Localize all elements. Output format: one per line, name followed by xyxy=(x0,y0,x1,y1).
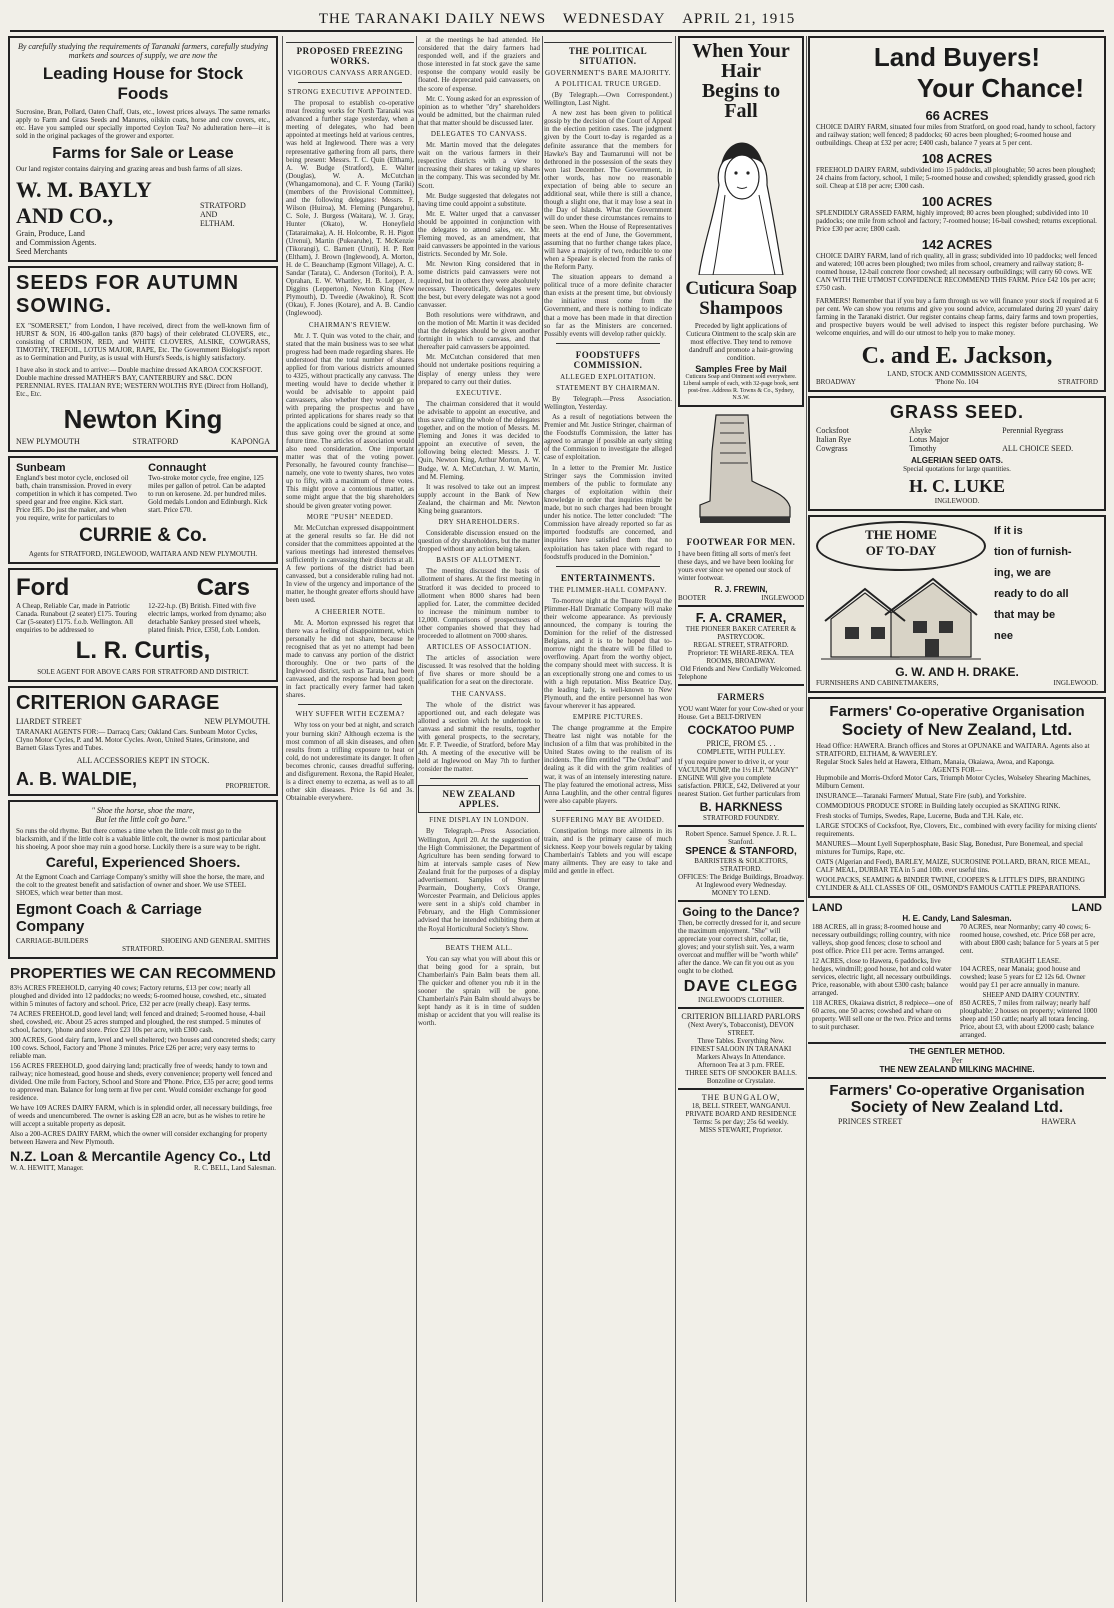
article-paragraph: Considerable discussion ensued on the question of dry shareholders, but the matter dropped without any action being taken. xyxy=(418,529,540,554)
bayly-line-1: Grain, Produce, Land xyxy=(16,229,85,238)
dance-headline: Going to the Dance? xyxy=(682,905,800,919)
curtis-agent: SOLE AGENT FOR ABOVE CARS FOR STRATFORD AND DISTRICT. xyxy=(37,668,249,676)
entertainments-sub: THE PLIMMER-HALL COMPANY. xyxy=(549,585,667,594)
bungalow-address: 18, BELL STREET, WANGANUI. xyxy=(691,1102,791,1110)
loan-manager: W. A. HEWITT, Manager. xyxy=(10,1164,84,1172)
seed-item: ALL CHOICE SEED. xyxy=(1002,444,1074,453)
woman-portrait-illustration xyxy=(691,125,791,275)
cramer-advert xyxy=(678,610,804,681)
nk-town-right: KAPONGA xyxy=(230,437,270,446)
frewin-role: BOOTER xyxy=(678,594,706,602)
article-subhead: DRY SHAREHOLDERS. xyxy=(438,518,520,527)
bayly-town-1: STRATFORD xyxy=(200,201,246,210)
column-5 xyxy=(678,36,804,1606)
seeds-body-1: EX "SOMERSET," from London, I have received, direct from the well-known firm of HURST & SON, 16 400-gallon tanks (870 bags) of their celebrated CLOVERS, etc., consisting of CRIMSON, RED, and WHITE CLOVERS, ALSIKE, COWGRASS, TIMOTHY, TREFOIL, LOTUS MAJOR, RAPE, Etc. The Government Biologist's report as to Germination and Purity, as is usual with Hurst's Seeds, is highly satisfactory. xyxy=(16,322,270,362)
article-paragraph: Mr. J. T. Quin was voted to the chair, and stated that the main business was to see what progress had been made regarding shares. He understood that the total number of shares applied for from various districts amounted to 4325, without practically any canvass. The meeting would have to decide whether it would be advisable to appoint paid canvassers, also whether they would go on with preparing the prospectus and have printed applications for shares ready so that the applications could be signed at once, and thus save going over the ground at some future time. The articles of association would also need consideration. One important matter was that of the voting power. Personally, he favoured county franchise—namely, one vote to twenty shares, two votes up to fifty, with a maximum of three votes. This might prove a contentious matter, as some might argue that the big shareholders should be given greater voting power. xyxy=(286,331,414,510)
property-item: Also a 200-ACRES DAIRY FARM, which the owner will consider exchanging for property between Hawera and New Plymouth. xyxy=(10,1130,268,1146)
cuticura-title-2: Shampoos xyxy=(699,298,783,319)
apples-sub: FINE DISPLAY IN LONDON. xyxy=(429,816,529,825)
property-item: 156 ACRES FREEHOLD, good dairying land; practically free of weeds; handy to town and railway; nice homestead, good house and sheds, every convenience; property well fenced and divided. One mile from Factory, School and Store and 'Phone. Price, £35 per acre; good terms to approved man. Balance for long term at five per cent. Would consider exchange for good residence. xyxy=(10,1062,274,1102)
article-paragraph: As a result of negotiations between the Premier and Mr. Justice Stringer, chairman of the Foodstuffs Commission, the latter has agreed to arrange if possible an early sitting of the Commission to investigate the alleged case of exploitation. xyxy=(544,413,672,462)
your-chance-headline: Your Chance! xyxy=(916,73,1084,103)
coop2-title-1: Farmers' Co-operative Organisation xyxy=(829,1082,1085,1099)
nk-town-left: NEW PLYMOUTH xyxy=(16,437,80,446)
listing-acres: 100 ACRES xyxy=(921,194,993,209)
billiard-markers: Markers Always In Attendance. xyxy=(696,1053,786,1061)
billiard-sub: (Next Avery's, Tobacconist), DEVON STREET. xyxy=(688,1021,794,1037)
seed-item: Timothy xyxy=(909,444,937,453)
farms-body: Our land register contains dairying and grazing areas and bush farms of all sizes. xyxy=(16,165,243,173)
foodstuffs-sub-2: STATEMENT BY CHAIRMAN. xyxy=(556,383,660,392)
waldie-firm: A. B. WALDIE, xyxy=(16,769,137,789)
beats-headline: BEATS THEM ALL. xyxy=(445,943,513,952)
coop-agents: AGENTS FOR— xyxy=(932,766,982,774)
bungalow-sub: PRIVATE BOARD AND RESIDENCE xyxy=(685,1110,797,1118)
empire-headline: EMPIRE PICTURES. xyxy=(572,713,644,721)
jackson-left: BROADWAY xyxy=(816,378,856,386)
article-paragraph: The change programme at the Empire Theatre last night was notable for the inclusion of a film that was prohibited in the United States owing to the realism of its incidents. The film entitled "The Ordeal" and dealing as it did with the grim realities of war, it was of an intensely interesting nature. The play featured the emotional actress, Miss Anna Laughlin, and the other central figures were also capable players. xyxy=(544,724,672,805)
home-side-line: that may be xyxy=(994,609,1056,621)
seeds-advert xyxy=(8,266,278,452)
property-item: 74 ACRES FREEHOLD, good level land; well fenced and drained; 5-roomed house, 4-bail shed, cowshed, etc. About 25 acres stumped and ploughed, the rest stumped. 5 minutes of school, factory, 'phone and store. Price £23 10s per acre, with £300 cash. xyxy=(10,1010,266,1034)
home-side-line: If it is xyxy=(994,525,1023,537)
property-item: We have 109 ACRES DAIRY FARM, which is in splendid order, all necessary buildings, free of weeds and unencumbered. The owner is asking £28 an acre, but as he wishes to retire he will accept a suitable property as deposit. xyxy=(10,1104,273,1128)
article-paragraph: The articles of association were discussed. It was resolved that the holding of five shares or more should be a qualification for a seat on the directorate. xyxy=(418,654,540,687)
article-paragraph: The chairman considered that it would be advisable to appoint an executive, and thus save calling the whole of the delegates together, and on the motion of Messrs. M. Fleming and Jones it was decided to appoint an executive of seven, the following being elected: Messrs. J. T. Quin, Newton King, Arthur Morton, A. W. Budge, W. A. McCutchan, J. W. Martin, and M. Fleming. xyxy=(418,399,540,481)
article-paragraph: Mr. E. Walter urged that a canvasser should be appointed in conjunction with the delegates to attend sales, etc. Mr. Fleming moved, as an amendment, that paid canvassers be appointed in the various districts. Seconded by Mr. Sole. xyxy=(418,209,540,259)
pump-advert xyxy=(678,692,804,822)
article-subhead: THE CANVASS. xyxy=(451,689,507,698)
farmers-headline: FARMERS xyxy=(717,692,765,702)
candy-item: 118 ACRES, Okaiawa district, 8 redpiece—one of 60 acres, one 50 acres; cowshed and whare on property. Will sell one or the two. Price and terms to suit purchaser. xyxy=(812,999,953,1031)
candy-item: 12 ACRES, close to Hawera, 6 paddocks, live hedges, windmill; good house, hot and cold water services, electric light, all necessary outbuildings. Price, reasonable, with about £300 cash; balance arranged. xyxy=(812,957,952,997)
cramer-name: F. A. CRAMER, xyxy=(695,610,787,625)
article-paragraph: Mr. Martin moved that the delegates wait on the various farmers in their respective districts with a view to increasing their shares or taking up shares in the company. This was seconded by Mr. Scott. xyxy=(418,141,540,190)
cramer-welcome: Old Friends and New Cordially Welcomed. xyxy=(680,665,802,673)
bayly-line-3: Seed Merchants xyxy=(16,247,68,256)
cuticura-advert xyxy=(678,36,804,407)
spence-offices: OFFICES: The Bridge Buildings, Broadway. At Inglewood every Wednesday. xyxy=(678,873,804,889)
listing-text: CHOICE DAIRY FARM, situated four miles from Stratford, on good road, handy to school, factory and railway station; well fenced; 8 paddocks; 60 acres been ploughed; 6-roomed house and outbuildings. Cheap at £32 per acre; £400 cash, balance 7 years at 5 per cent. xyxy=(816,123,1096,147)
shoers-body: At the Egmont Coach and Carriage Company's smithy will shoe the horse, the mare, and the colt to the greatest benefit and satisfaction of owner and shoer. We use STEEL SHOES, which wear better than most. xyxy=(16,873,265,897)
egmont-town: STRATFORD. xyxy=(122,945,164,953)
grass-seed-advert xyxy=(808,396,1106,511)
spence-advert xyxy=(678,830,804,897)
ford-advert xyxy=(8,568,278,682)
loan-salesman: R. C. BELL, Land Salesman. xyxy=(193,1164,276,1172)
home-title-2: OF TO-DAY xyxy=(865,543,937,558)
article-subhead: EXECUTIVE. xyxy=(455,388,503,397)
jackson-sub: LAND, STOCK AND COMMISSION AGENTS, xyxy=(887,370,1027,378)
ford-body-left: A Cheap, Reliable Car, made in Patriotic Canada. Runabout (2 seater) £175. Touring Car (5-seater) £175. f.o.b. Wellington. All enquiries to be addressed to xyxy=(16,602,137,634)
shoe-body: So runs the old rhyme. But there comes a time when the little colt must go to the blacksmith, and if the little colt is a valuable little colt, the owner is most particular about his shoeing. A poor shoe may ruin a good horse. Luckily there is a sure way to be right. xyxy=(16,827,266,851)
footwear-body: I have been fitting all sorts of men's feet these days, and we have been looking for yours ever since we opened our stock of winter footwear. xyxy=(678,550,794,582)
luke-town: INGLEWOOD. xyxy=(934,497,980,505)
billiard-tables: Three Tables. Everything New. xyxy=(697,1037,785,1045)
waldie-role: PROPRIETOR. xyxy=(225,782,270,790)
column-2 xyxy=(286,36,414,1606)
foodstuffs-sub-1: ALLEGED EXPLOITATION. xyxy=(560,372,656,381)
coop-line: OATS (Algerian and Feed), BARLEY, MAIZE, SUCROSINE POLLARD, BRAN, RICE MEAL, CALF MEAL, DURBAR TEA in 5 and 10lb. ever useful tins. xyxy=(816,858,1091,874)
candy-item: 104 ACRES, near Manaia; good house and cowshed; lease 5 years for £2 12s 6d. Owner would pay £1 per acre annually in manure. xyxy=(959,965,1086,989)
coop-office: Head Office: HAWERA. Branch offices and Stores at OPUNAKE and WAITARA. Agents also at STRATFORD, ELTHAM, & WAVERLEY. xyxy=(816,742,1090,758)
property-item: 300 ACRES, Good dairy farm, level and well sheltered; two houses and concreted sheds; carry 100 cows. School, Factory and 'Phone 3 minutes. Price £26 per acre; very easy terms to reliable man. xyxy=(10,1036,276,1060)
candy-item: 188 ACRES, all in grass; 8-roomed house and necessary outbuildings; rolling country, with nice valleys, shop good fences; close to school and post office. Price £11 per acre. Terms arranged. xyxy=(812,923,951,955)
currie-firm: CURRIE & Co. xyxy=(79,525,207,546)
listing-acres: 142 ACRES xyxy=(921,237,993,252)
farmers-body: YOU want Water for your Cow-shed or your House. Get a BELT-DRIVEN xyxy=(678,705,804,721)
beats-body: You can say what you will about this or that being good for a sprain, but Chamberlain's Pain Balm beats them all. The quicker and oftener you rub it in the sooner the sprain will be gone. Chamberlain's Pain Balm should always be kept handy as it is in time of sudden mishap or accident that you will realise its worth. xyxy=(418,954,540,1028)
seed-item: Cowgrass xyxy=(816,444,848,453)
spence-money: MONEY TO LEND. xyxy=(711,889,771,897)
nk-town-mid: STRATFORD xyxy=(132,437,179,446)
shoers-headline: Careful, Experienced Shoers. xyxy=(45,854,241,870)
home-side-line: ing, we are xyxy=(994,567,1051,579)
freezing-sub-2: STRONG EXECUTIVE APPOINTED. xyxy=(287,88,413,96)
freezing-sub-1: VIGOROUS CANVASS ARRANGED. xyxy=(287,69,413,77)
masthead xyxy=(10,8,1104,32)
jackson-firm: C. and E. Jackson, xyxy=(861,343,1053,369)
issue-day: WEDNESDAY xyxy=(562,11,666,27)
candy-land-right: LAND xyxy=(1071,902,1102,914)
bungalow-terms: Terms: 5s per day; 25s 6d weekly. xyxy=(693,1118,789,1126)
garage-street: LIARDET STREET xyxy=(16,717,82,726)
apples-body: By Telegraph.—Press Association. Wellington, April 20. At the suggestion of the High Commissioner, the Department of Agriculture has been sending forward to him at intervals sample cases of New Zealand fruit for the purposes of a display advertisement. Samples of Sturmer Pearmain, Dougherty, Cox's Orange, Worcester Pearmain, and Delicious apples were sent in a ship's cold chamber in February, and the High Commissioner advised that he intended exhibiting them at the Royal Horticultural Society's Show. xyxy=(418,827,540,933)
land-footer: FARMERS! Remember that if you buy a farm through us we will finance your stock if required at 6 per cent. We can show you returns and give you sound advice, accumulated during 20 years' dairy farming in the Taranaki district. Our register contains cheap farms, dairy farms and town properties, and prospective buyers would be well advised to inspect this register before purchasing. We welcome enquiries, and will do our utmost to help you to make money. xyxy=(816,297,1098,337)
land-buyers-headline: Land Buyers! xyxy=(873,42,1041,72)
entertainments-headline: ENTERTAINMENTS. xyxy=(560,572,656,583)
seeds-headline: SEEDS FOR AUTUMN SOWING. xyxy=(16,272,240,317)
milking-machine: THE NEW ZEALAND MILKING MACHINE. xyxy=(879,1065,1035,1074)
drake-right: INGLEWOOD. xyxy=(1053,679,1098,687)
eczema-body: Why toss on your bed at night, and scratch your burning skin? Although eczema is the most common of all skin diseases, and often results from a trifling exposure to heat or cold, do not underestimate its danger. It often becomes chronic, causes dreadful suffering, and disfigurement. Rexona, the Rapid Healer, is a direct enemy to eczema, as well as to all other skin diseases. Price 1s 6d and 3s. Obtainable everywhere. xyxy=(286,721,414,803)
home-side-line: nee xyxy=(994,630,1013,642)
egmont-firm: Egmont Coach & Carriage Company xyxy=(16,901,202,935)
seed-item: Cocksfoot xyxy=(816,426,849,435)
dance-body: Then, be correctly dressed for it, and secure the maximum enjoyment. "She" will appreciate your correct shirt, collar, tie, gloves; and your stylish suit. Yes, a warm overcoat and muffler will be "worth while" after the dance. We can fit you out as you ought to be clothed. xyxy=(678,919,801,975)
spence-sub: BARRISTERS & SOLICITORS, STRATFORD. xyxy=(694,857,788,873)
cramer-address: REGAL STREET, STRATFORD. xyxy=(693,641,789,649)
coop-line: INSURANCE—Taranaki Farmers' Mutual, State Fire (sub), and Yorkshire. xyxy=(816,792,1027,800)
loan-firm: N.Z. Loan & Mercantile Agency Co., Ltd xyxy=(10,1148,271,1164)
billiard-tea: Afternoon Tea at 3 p.m. FREE. xyxy=(697,1061,785,1069)
drake-advert xyxy=(808,515,1106,693)
article-subhead: MORE "PUSH" NEEDED. xyxy=(306,512,394,521)
article-paragraph: Mr. Newton King considered that in some districts paid canvassers were not required, but in others they were absolutely necessary. Theoretically, delegates were the best, but every delegate was not a good canvasser. xyxy=(418,260,540,309)
properties-advert xyxy=(8,963,278,1174)
coop-title-1: Farmers' Co-operative Organisation xyxy=(829,703,1085,720)
cuticura-fine-print: Cuticura Soap and Ointment sold everywhere. Liberal sample of each, with 32-page book, sent post-free. Address R. Towns & Co., Sydney, N.S.W. xyxy=(683,374,799,401)
listing-text: CHOICE DAIRY FARM, land of rich quality, all in grass; subdivided into 10 paddocks; well fenced and watered; 100 acres been ploughed; two miles from school, creamery and railway station; 8-roomed house, 12-bail concrete floor cowshed; all necessary outbuildings; will carry 60 cows. WE CAN WITH THE UTMOST CONFIDENCE RECOMMEND THIS FARM. Price £42 10s per acre; £750 cash. xyxy=(816,252,1097,292)
coop-title-2: Society of New Zealand, Ltd. xyxy=(841,720,1073,739)
bayly-line-2: and Commission Agents. xyxy=(16,238,97,247)
article-subhead: BASIS OF ALLOTMENT. xyxy=(436,556,522,565)
article-paragraph: Mr. Budge suggested that delegates not having time could appoint a substitute. xyxy=(418,191,540,208)
newspaper-name: THE TARANAKI DAILY NEWS xyxy=(318,11,547,27)
article-paragraph: The whole of the district was apportioned out, and each delegate was allotted a section which he undertook to canvass and submit the results, together with general prospects, to the secretary, Mr. F. P. Tweedie, of Stratford, before May 4th. A meeting of the executive will be held at Inglewood on May 7th to further consider the matter. xyxy=(418,700,540,774)
jackson-right: STRATFORD xyxy=(1057,378,1098,386)
clegg-sub: INGLEWOOD'S CLOTHIER. xyxy=(697,996,785,1004)
property-item: 83½ ACRES FREEHOLD, carrying 40 cows; Factory returns, £13 per cow; nearly all ploughed and divided into 12 paddocks; no weeds; 6-roomed house, cowshed, etc., situated within 5 minutes of factory and school. Price, £32 per acre (really cheap). Easy terms. xyxy=(10,984,266,1008)
article-paragraph: The proposal to establish co-operative meat freezing works for North Taranaki was advanced a further stage yesterday, when a meeting of delegates, who had been appointed at meetings held at various centres, was held at Inglewood. There was a very representative gathering from all parts, there being present: Messrs. T. C. Quin (Eltham), A. W. Budge (Stratford), E. Walter (Douglas), W. A. McCutchan (Whangamomona), and C. F. Young (Tariki) (members of the Provisional Committee), and the following delegates: Messrs. F. Wilson (Huiroa), M. Fleming (Pungarehu), C. Sole, J. Burgess (Waitara), W. J. Gray, Hunter (Okato), W. Honeyfield (Tataraimaka), A. H. Holcombe, R. H. Pigott (Urenui), Martin (Pukearuhe), T. McKenzie (Tikorangi), C. Barnett (Uruti), H. P. Rett (Eltham), J. Brown (Inglewood), A. Morton, H. de C. Beauchamp (Egmont Village), A. C. Sandar (Tarata), C. Anderson (Toritoi), P. A. Oprahan, E. W. Whattley, H. B. Lepper, J. Diggins (Lepperton), Newton King (New Plymouth), D. Tweedie (Awakino), R. Scott (Okau), F. Jones (Kotare), and A. B. Candio (Inglewood). xyxy=(286,99,414,318)
farms-headline: Farms for Sale or Lease xyxy=(52,145,234,162)
article-paragraph: The situation appears to demand a political truce of a more definite character than exists at the present time, but obviously the initiative must come from the Government, and there is nothing to indicate that a move has been made in that direction so far as the Ministers are concerned. Possibly events will develop rather quickly. xyxy=(544,273,672,338)
ford-body-right: 12-22-h.p. (B) British. Fitted with five electric lamps, worked from dynamo; also detachable Sankey pressed steel wheels, plated finish. Price, £350, f.ob. London. xyxy=(148,602,267,634)
listing-text: FREEHOLD DAIRY FARM, subdivided into 15 paddocks, all ploughable; 50 acres been ploughed; 24 chains from factory, school, 1 mile; 5-roomed house and cowshed; splendidly grassed, good rich soil. Cheap at £18 per acre; £300 cash. xyxy=(816,166,1096,190)
spence-firm: SPENCE & STANFORD, xyxy=(685,846,797,857)
cuticura-samples: Samples Free by Mail xyxy=(695,364,787,374)
home-side-line: tion of furnish- xyxy=(994,546,1072,558)
billiard-snooker: THREE SETS OF SNOOKER BALLS. Bonzoline or Crystalate. xyxy=(685,1069,797,1085)
political-headline: THE POLITICAL SITUATION. xyxy=(544,42,672,66)
harkness-foundry: STRATFORD FOUNDRY. xyxy=(702,814,780,822)
political-sub-1: GOVERNMENT'S BARE MAJORITY. xyxy=(544,69,672,77)
coop2-street: PRINCES STREET xyxy=(838,1117,903,1126)
egmont-advert xyxy=(8,800,278,959)
newton-king-firm: Newton King xyxy=(63,404,223,434)
boot-illustration xyxy=(686,411,796,531)
coop-line: LARGE STOCKS of Cocksfoot, Rye, Clovers, Etc., combined with every facility for mixing clients' requirements. xyxy=(816,822,1098,838)
apples-headline: NEW ZEALAND APPLES. xyxy=(418,785,540,813)
drake-left: FURNISHERS AND CABINETMAKERS, xyxy=(816,679,939,687)
article-subhead: A CHEERIER NOTE. xyxy=(314,607,386,616)
bayly-headline: Leading House for Stock Foods xyxy=(42,64,244,103)
bayly-body: Sucrosine, Bran, Pollard, Oaten Chaff, Oats, etc., lowest prices always. The same remarks apply to Farm and Grass Seeds and Manures, oilskin coats, horse and cow covers, etc., etc. Have you sampled our specially imported Ceylon Tea? No adulteration here—it is sold in the original packages of the grower and exporter. xyxy=(16,108,270,140)
cramer-prop: Proprietor: TE WHARE-REKA. TEA ROOMS, BROADWAY. xyxy=(687,649,795,665)
pump-pulley: COMPLETE, WITH PULLEY. xyxy=(696,748,786,756)
pump-name: COCKATOO PUMP xyxy=(687,723,795,737)
shoe-quote-1: " Shoe the horse, shoe the mare, xyxy=(91,806,195,815)
listing-acres: 108 ACRES xyxy=(921,151,993,166)
footwear-headline: FOOTWEAR FOR MEN. xyxy=(686,537,796,547)
issue-date: APRIL 21, 1915 xyxy=(682,11,796,27)
cramer-sub: THE PIONEER BAKER CATERER & PASTRYCOOK. xyxy=(685,625,797,641)
sunbeam-title: Sunbeam xyxy=(16,462,66,474)
garage-town: NEW PLYMOUTH. xyxy=(204,717,270,726)
hair-title-1: When Your Hair xyxy=(692,40,790,82)
article-paragraph: Mr. A. Morton expressed his regret that there was a feeling of disappointment, which personally he did not share, because he recognised that as yet no attempt had been made to canvass any portion of the district thoroughly. One or two parts of the Inglewood district, such as Tarata, had been canvassed, and the response had been good; in fact practically every farmer had taken shares. xyxy=(286,618,414,700)
pump-body: If you require power to drive it, or your VACUUM PUMP, the 1½ H.P. "MAGNY" ENGINE Will give you complete satisfaction. PRICE, £42, Delivered at your nearest Station. Get further particulars from xyxy=(678,758,801,798)
seed-item: Lotus Major xyxy=(909,435,949,444)
coop-line: Fresh stocks of Turnips, Swedes, Rape, Lucerne, Buda and T.H. Kale, etc. xyxy=(816,812,1024,820)
coop2-title-2: Society of New Zealand Ltd. xyxy=(850,1099,1064,1116)
bayly-advert xyxy=(8,36,278,262)
article-paragraph: By Telegraph.—Press Association. Wellington, Yesterday. xyxy=(544,394,672,411)
harkness-name: B. HARKNESS xyxy=(699,800,783,814)
farmers-coop-advert xyxy=(808,697,1106,898)
shoe-quote-2: But let the little colt go bare." xyxy=(95,815,191,824)
farmers-coop-footer xyxy=(808,1082,1106,1126)
article-paragraph: A new zest has been given to political gossip by the decision of the Court of Appeal in the election petition cases. The judgment given by the Court to-day is regarded as a definite assurance that the members for Hawke's Bay and Taumarunui will not be dethroned in the possession of the seats they won last December. The Government, in other words, has now no reasonable expectation of being able to secure an additional seat, while there is still a chance, though a slight one, that it may lose a seat in the Day of Islands. What the Government will do under these circumstances remains to be seen. When the House of Representatives meets at the end of June, the Government, assuming that no further change takes place, will have a majority of two, reducible to one when a Speaker is elected from the ranks of the Reform Party. xyxy=(544,109,672,271)
billiard-advert xyxy=(678,1012,804,1085)
bungalow-advert xyxy=(678,1093,804,1134)
land-buyers-advert xyxy=(808,36,1106,392)
coop-stock: Regular Stock Sales held at Hawera, Eltham, Manaia, Okaiawa, Awoa, and Kaponga. xyxy=(816,758,1055,766)
candy-item: 70 ACRES, near Normanby; carry 40 cows; 6-roomed house, cowshed, etc. Price £68 per acre, with about £800 cash; balance for 5 years at 5 per cent. xyxy=(959,923,1100,955)
jackson-phone: 'Phone No. 104 xyxy=(935,378,979,386)
coop2-town: HAWERA xyxy=(1041,1117,1076,1126)
article-paragraph: Mr. McCutchan considered that men should not undertake positions requiring a display of energy unless they were prepared to carry out their duties. xyxy=(418,353,540,386)
cycles-advert xyxy=(8,456,278,564)
currie-agents: Agents for STRATFORD, INGLEWOOD, WAITARA AND NEW PLYMOUTH. xyxy=(28,550,258,558)
footwear-advert xyxy=(678,411,804,602)
bayly-town-2: AND xyxy=(200,210,218,219)
article-subhead: DELEGATES TO CANVASS. xyxy=(430,130,528,139)
article-paragraph: The meeting discussed the basis of allotment of shares. At the first meeting in Stratford it was decided to proceed to allotment when 8000 shares had been applied for. Later, the committee decided to increase the minimum number to 12,000. Comparisons of prospectuses of other companies showed that they had proceeded to allotment on 7000 shares. xyxy=(418,567,540,641)
garage-title: CRITERION GARAGE xyxy=(16,692,220,714)
house-illustration xyxy=(821,575,981,661)
cramer-phone: Telephone xyxy=(678,673,708,681)
billiard-title: CRITERION BILLIARD PARLORS xyxy=(681,1012,801,1021)
eczema-headline: WHY SUFFER WITH ECZEMA? xyxy=(295,710,405,719)
grass-seed-headline: GRASS SEED. xyxy=(889,402,1025,422)
hair-title-2: Begins to Fall xyxy=(701,80,781,122)
candy-land-left: LAND xyxy=(812,902,843,914)
bungalow-proprietor: MISS STEWART, Proprietor. xyxy=(699,1126,783,1134)
home-title-1: THE HOME xyxy=(865,527,937,542)
cuticura-body: Preceded by light applications of Cuticura Ointment to the scalp skin are most effective. They tend to remove dandruff and promote a hair-growing condition. xyxy=(686,322,796,362)
home-side-line: ready to do all xyxy=(994,588,1069,600)
article-paragraph: (By Telegraph.—Own Correspondent.) Wellington, Last Night. xyxy=(544,91,672,108)
connaught-title: Connaught xyxy=(148,462,207,474)
bayly-town-3: ELTHAM. xyxy=(200,219,235,228)
candy-subhead: STRAIGHT LEASE. xyxy=(1001,957,1061,965)
frewin-town: INGLEWOOD xyxy=(761,594,804,602)
clegg-name: DAVE CLEGG xyxy=(683,978,799,995)
seed-oats: ALGERIAN SEED OATS. xyxy=(911,456,1003,465)
connaught-body: Two-stroke motor cycle, free engine, 125 miles per gallon of petrol. Can be adapted to run on kerosene. 2d. per hundred miles. Gold medals London and Edinburgh. Kick start. Price £70. xyxy=(148,474,268,514)
coop-line: COMMODIOUS PRODUCE STORE in Building lately occupied as SKATING RINK. xyxy=(816,802,1061,810)
egmont-sub-left: CARRIAGE-BUILDERS xyxy=(16,937,89,945)
curtis-firm: L. R. Curtis, xyxy=(75,637,211,664)
frewin-name: R. J. FREWIN, xyxy=(714,585,768,594)
seeds-body-2: I have also in stock and to arrive:— Double machine dressed AKAROA COCKSFOOT. Double machine dressed MATHER'S BAY, CANTERBURY and S&C. DON PERENNIAL RYES. ITALIAN RYE; WESTERN WOLTHS RYE (Direct from Holland), Etc., Etc. xyxy=(16,366,269,398)
article-subhead: CHAIRMAN'S REVIEW. xyxy=(308,320,392,329)
listing-text: SPLENDIDLY GRASSED FARM, highly improved; 80 acres been ploughed; subdivided into 10 paddocks; one mile from school and factory; 7-roomed house; 16-bail cowshed; returns exceptional. Price £30 per acre; £800 cash. xyxy=(816,209,1097,233)
seed-item: Perennial Ryegrass xyxy=(1002,426,1064,435)
column-4 xyxy=(544,36,672,1606)
egmont-sub-right: SHOEING AND GENERAL SMITHS xyxy=(161,937,270,945)
column-3 xyxy=(418,36,540,1606)
political-sub-2: A POLITICAL TRUCE URGED. xyxy=(554,80,662,88)
seed-item: Alsyke xyxy=(909,426,932,435)
candy-subhead: SHEEP AND DAIRY COUNTRY. xyxy=(982,991,1080,999)
article-paragraph: Mr. McCutchan expressed disappointment at the general results so far. He did not consider that the committees appointed at the various meetings had interested themselves sufficiently in canvassing their districts at all. A few portions of the district had been canvassed, but a considerable ruling had not. In view of the urgency and importance of the matter, he thought greater efforts should have been used. xyxy=(286,523,414,605)
column-6 xyxy=(808,36,1106,1606)
cuticura-title-1: Cuticura Soap xyxy=(685,278,797,299)
garage-line: ALL ACCESSORIES KEPT IN STOCK. xyxy=(76,756,210,765)
article-subhead: ARTICLES OF ASSOCIATION. xyxy=(426,643,532,652)
bayly-intro: By carefully studying the requirements of Taranaki farmers, carefully studying markets and sources of supply, we are now the xyxy=(17,42,269,60)
bungalow-name: THE BUNGALOW, xyxy=(701,1093,781,1102)
pump-price: PRICE, FROM £5. . . xyxy=(706,739,776,748)
milking-advert xyxy=(808,1047,1106,1074)
article-paragraph: In a letter to the Premier Mr. Justice Stringer says the Commission invited members of the public to formulate any charges of exploitation within their knowledge in order that inquiries might be made, but no such charges had been brought under his notice. The letter concluded: "The Commission have already reported so far as imported foodstuffs are concerned, and inquiries have satisfied them that no exploitation has taken place with regard to foodstuffs produced in the Dominion." xyxy=(544,463,672,561)
candy-name: H. E. Candy, Land Salesman. xyxy=(902,914,1012,923)
column-1 xyxy=(8,36,278,1606)
article-paragraph: at the meetings he had attended. He considered that the dairy farmers had responded well, and if the graziers and those interested in fat stock gave the same response the company would easily be floated. He deprecated paid canvassers, on the score of expense. xyxy=(418,36,540,93)
cars-title: Cars xyxy=(196,574,250,601)
milking-per: Per xyxy=(951,1056,963,1065)
gentler-method: THE GENTLER METHOD. xyxy=(909,1047,1005,1056)
properties-title: PROPERTIES WE CAN RECOMMEND xyxy=(10,965,276,982)
listing-acres: 66 ACRES xyxy=(925,108,989,123)
clegg-advert xyxy=(678,905,804,1004)
drake-firm: G. W. AND H. DRAKE. xyxy=(895,665,1019,679)
article-paragraph: Mr. C. Young asked for an expression of opinion as to whether "dry" shareholders would be admitted, but the chairman ruled that that matter should be discussed later. xyxy=(418,94,540,127)
coop-line: WOOLPACKS, SEAMING & BINDER TWINE, COOPER'S & LITTLE'S DIPS, BRANDING CYLINDER & ALL CLASSES OF OIL, OSMOND'S FAMOUS CATTLE PREPARATIONS. xyxy=(816,876,1085,892)
seed-item: Italian Rye xyxy=(816,435,851,444)
suffering-headline: SUFFERING MAY BE AVOIDED. xyxy=(551,815,665,824)
article-paragraph: Both resolutions were withdrawn, and on the motion of Mr. Martin it was decided that the delegates should be given another fortnight in which to canvass, and that thereafter paid canvassers be appointed. xyxy=(418,310,540,352)
garage-body: TARANAKI AGENTS FOR:— Darracq Cars; Oakland Cars. Sunbeam Motor Cycles, Clyno Motor Cycles, P. and M. Motor Cycles. Avon, United States, Grimstone, and Barnett Glass Tyres and Tubes. xyxy=(16,728,258,752)
garage-advert xyxy=(8,686,278,796)
seed-item xyxy=(1002,435,1098,444)
article-paragraph: Constipation brings more ailments in its train, and is the primary cause of much sickness. Keep your bowels regular by taking Chamberlain's Tablets and you will escape many ailments. They are easy to take and mild and gentle in effect. xyxy=(544,826,672,876)
coop-line: Hupmobile and Morris-Oxford Motor Cars, Triumph Motor Cycles, Wolseley Shearing Machines, Milburn Cement. xyxy=(816,774,1091,790)
foodstuffs-headline: FOODSTUFFS COMMISSION. xyxy=(573,349,643,370)
ford-title: Ford xyxy=(16,574,70,601)
sunbeam-body: England's best motor cycle, enclosed oil bath, chain transmission. Proved in every competition in which it has competed. Two speed gear and free engine. Kick start. Price £85. Do just the maker, and when you require, write for particulars to xyxy=(16,474,137,522)
spence-names: Robert Spence. Samuel Spence. J. R. L. Stanford. xyxy=(685,830,797,846)
candy-advert xyxy=(808,902,1106,1039)
bayly-firm: W. M. BAYLY AND CO., xyxy=(16,177,151,228)
article-paragraph: It was resolved to take out an imprest supply account in the Bank of New Zealand, the chairman and Mr. Newton King being guarantors. xyxy=(418,482,540,515)
seed-note: Special quotations for large quantities. xyxy=(903,465,1011,473)
coop-line: MANURES—Mount Lyell Superphosphate, Basic Slag, Bonedust, Pure Bonemeal, and special mixtures for Turnips, Rape, etc. xyxy=(816,840,1083,856)
billiard-saloon: FINEST SALOON IN TARANAKI xyxy=(690,1045,792,1053)
article-paragraph: To-morrow night at the Theatre Royal the Plimmer-Hall Dramatic Company will make their welcome appearance. As previously announced, the company is touring the Dominion for the relief of the distressed Belgians, and it is to be hoped that to-morrow night the theatre will be filled to overflowing. Apart from the worthy object, the company should meet with success. It is an exceptionally strong one and comes to us with a high reputation. Miss Beatrice Day, the leading lady, is well-known to New Plymouth, and the entire personnel has won favour wherever it has appeared. xyxy=(544,596,672,710)
luke-firm: H. C. LUKE xyxy=(908,476,1005,496)
freezing-headline: PROPOSED FREEZING WORKS. xyxy=(286,42,414,66)
candy-item: 850 ACRES, 7 miles from railway; nearly half ploughable; 2 houses on property; wintered 1000 sheep and 150 cattle; nearly all totara fencing. Price, about £3, with about £2000 cash; balance arranged. xyxy=(959,999,1098,1039)
